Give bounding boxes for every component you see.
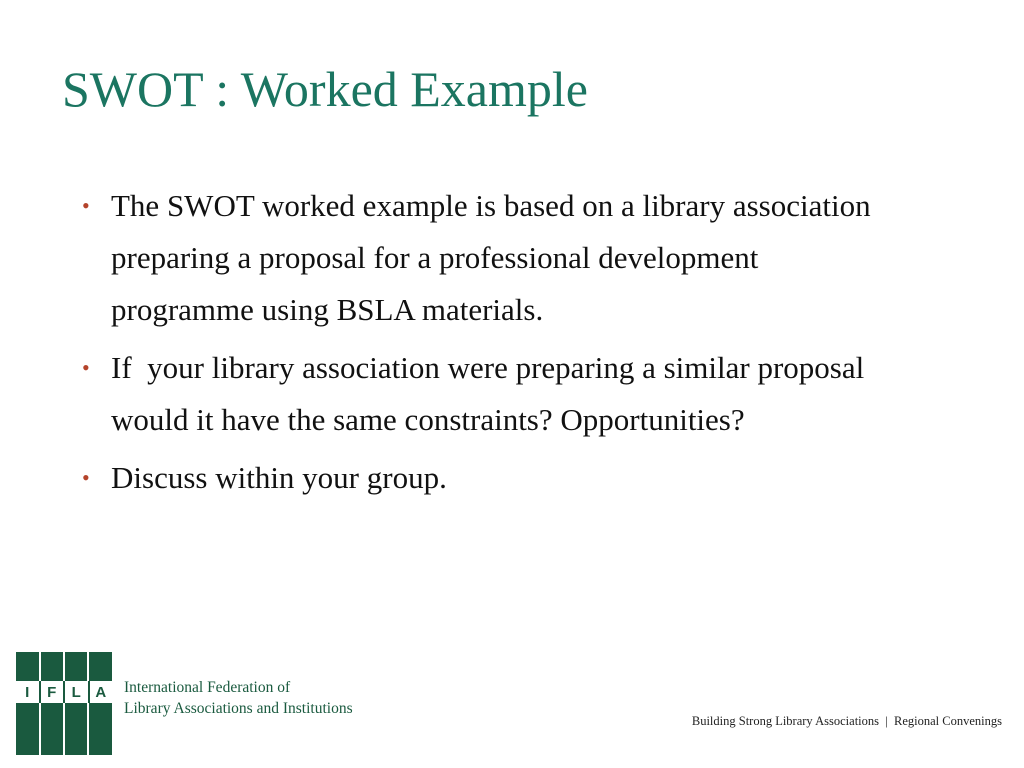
logo-letter: I bbox=[25, 683, 30, 701]
bullet-text: If your library association were preparing a similar proposal would it have the same constraints? Opportunities? bbox=[111, 350, 872, 437]
logo-letter-row bbox=[16, 681, 112, 703]
bullet-icon: • bbox=[82, 193, 90, 218]
bullet-item bbox=[82, 342, 902, 446]
org-name-line-2: Library Associations and Institutions bbox=[124, 700, 353, 717]
logo-divider bbox=[87, 652, 89, 755]
bullet-item bbox=[82, 452, 902, 504]
bullet-icon: • bbox=[82, 465, 90, 490]
ifla-logo-icon bbox=[16, 652, 112, 755]
org-name-line-1: International Federation of bbox=[124, 679, 291, 696]
footer-text: Building Strong Library Associations | Regional Convenings bbox=[691, 714, 1002, 728]
bullet-text: Discuss within your group. bbox=[111, 460, 447, 495]
bullet-item bbox=[82, 180, 902, 336]
bullet-icon: • bbox=[82, 355, 90, 380]
organization-name bbox=[124, 677, 353, 719]
logo-letter: A bbox=[88, 681, 113, 703]
logo-divider bbox=[39, 652, 41, 755]
logo-letter: F bbox=[39, 681, 64, 703]
slide-title: SWOT : Worked Example bbox=[62, 61, 588, 117]
logo-divider bbox=[63, 652, 65, 755]
logo-letter: L bbox=[63, 681, 88, 703]
bullet-list bbox=[82, 180, 902, 510]
bullet-text: The SWOT worked example is based on a library association preparing a proposal for a professional development programme using BSLA materials. bbox=[111, 188, 871, 327]
